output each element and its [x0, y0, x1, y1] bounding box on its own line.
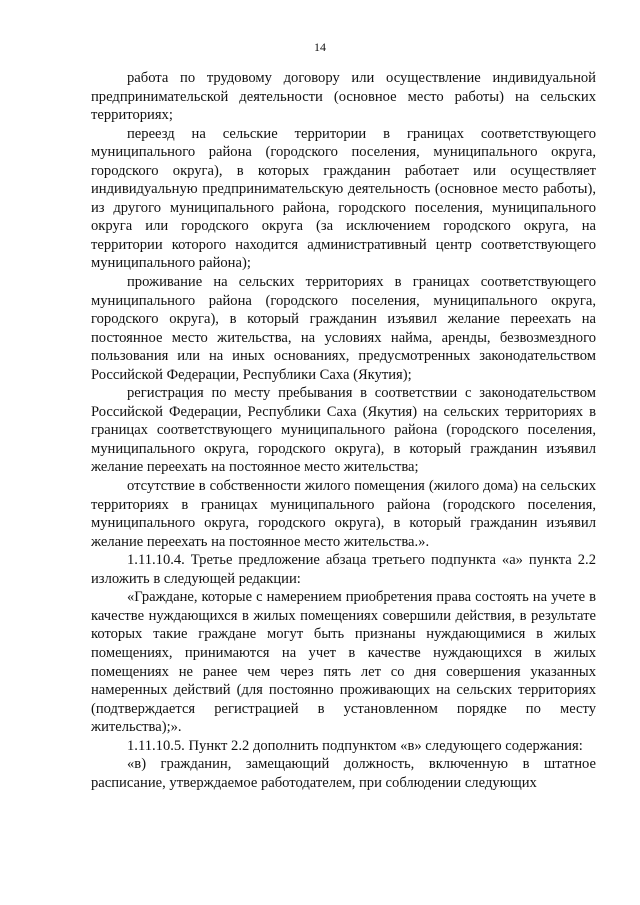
paragraph-no-property: отсутствие в собственности жилого помещения (жилого дома) на сельских территориях в границах муниципального района (городского поселения, муниципального округа, городского округа), в который гражданин изъявил желание переехать на постоянное место жительства.».	[91, 478, 596, 550]
page-number: 14	[314, 40, 326, 54]
paragraph-quoted-citizens: «Граждане, которые с намерением приобретения права состоять на учете в качестве нуждающихся в жилых помещениях совершили действия, в результате которых такие граждане могут быть признаны нуждающимися в жилых помещениях, принимаются на учет в качестве нуждающихся в жилых помещениях не ранее чем через пять лет со дня совершения указанных намеренных действий (для постоянно проживающих на сельских территориях (подтверждается регистрацией в установленном порядке по месту жительства);».	[91, 589, 596, 736]
paragraph-residence: проживание на сельских территориях в границах соответствующего муниципального района (городского поселения, муниципального округа, городского округа), в который гражданин изъявил желание переехать на постоянное место жительства, на условиях найма, аренды, безвозмездного пользования или на иных основаниях, предусмотренных законодательством Российской Федерации, Республики Саха (Якутия);	[91, 274, 596, 383]
paragraph-amendment-1-11-10-5: 1.11.10.5. Пункт 2.2 дополнить подпунктом «в» следующего содержания:	[127, 737, 583, 754]
paragraph-registration: регистрация по месту пребывания в соответствии с законодательством Российской Федерации, Республики Саха (Якутия) на сельских территориях в границах соответствующего муниципального района (городского поселения, муниципального округа, городского округа), в который гражданин изъявил желание переехать на постоянное место жительства;	[91, 385, 596, 476]
paragraph-work-contract: работа по трудовому договору или осуществление индивидуальной предпринимательской деятельности (основное место работы) на сельских территориях;	[91, 70, 596, 124]
document-body	[91, 69, 596, 792]
paragraph-amendment-1-11-10-4: 1.11.10.4. Третье предложение абзаца третьего подпункта «а» пункта 2.2 изложить в следующей редакции:	[91, 552, 596, 587]
paragraph-relocation: переезд на сельские территории в границах соответствующего муниципального района (городского поселения, муниципального округа, городского округа), в которых гражданин работает или осуществляет индивидуальную предпринимательскую деятельность (основное место работы), из другого муниципального района, городского поселения, муниципального округа или городского округа (за исключением городского округа, на территории которого находится административный центр соответствующего муниципального района);	[91, 125, 596, 272]
paragraph-subpoint-v: «в) гражданин, замещающий должность, включенную в штатное расписание, утверждаемое работодателем, при соблюдении следующих	[91, 756, 596, 791]
